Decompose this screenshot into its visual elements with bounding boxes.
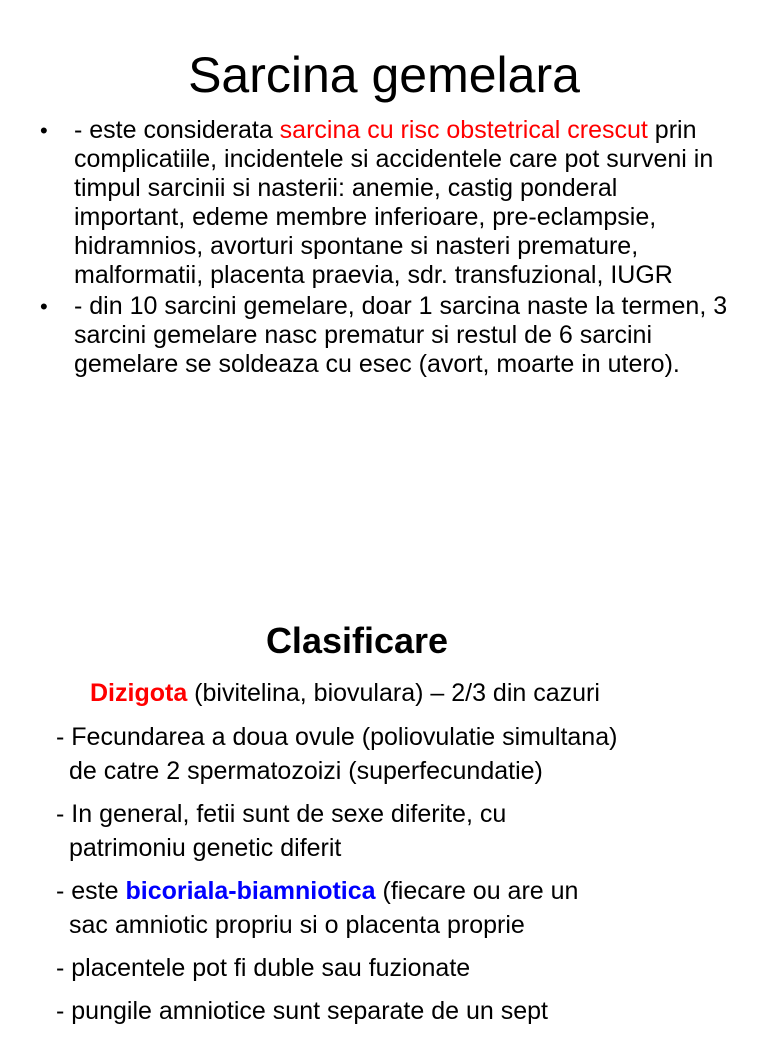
list-item — [56, 874, 746, 942]
bullet-item-statistics — [40, 292, 730, 379]
bullet-text-post: prin complicatiile, incidentele si accidentele care pot surveni in timpul sarcinii si nasterii: anemie, castig ponderal important, edeme membre inferioare, pre-eclampsie, hidramnios, avorturi spontane si nasteri premature, malformatii, placenta praevia, sdr. transfuzional, IUGR — [74, 116, 714, 289]
item-line: - placentele pot fi duble sau fuzionate — [56, 954, 471, 982]
list-item — [56, 720, 746, 788]
risk-highlight: sarcina cu risc obstetrical crescut — [279, 116, 648, 144]
item-text-post: (fiecare ou are un — [375, 877, 579, 905]
item-line-continued: de catre 2 spermatozoizi (superfecundatie) — [69, 757, 543, 785]
bullet-item-risk — [40, 116, 730, 290]
slide-title: Sarcina gemelara — [188, 47, 580, 103]
bullet-icon: • — [40, 294, 48, 319]
bullet-text-pre: - este considerata — [74, 116, 280, 144]
classification-lead — [90, 676, 600, 710]
bullet-list — [40, 116, 730, 381]
bicoriala-highlight: bicoriala-biamniotica — [125, 877, 376, 905]
list-item — [56, 994, 746, 1028]
item-line-continued: sac amniotic propriu si o placenta proprie — [69, 911, 525, 939]
bullet-text: - din 10 sarcini gemelare, doar 1 sarcina naste la termen, 3 sarcini gemelare nasc prematur si restul de 6 sarcini gemelare se soldeaza cu esec (avort, moarte in utero). — [74, 292, 728, 378]
item-line: - pungile amniotice sunt separate de un sept — [56, 997, 548, 1025]
item-line: - Fecundarea a doua ovule (poliovulatie simultana) — [56, 723, 618, 751]
item-text-pre: - este — [56, 877, 126, 905]
list-item — [56, 797, 746, 865]
section-title: Clasificare — [265, 620, 449, 661]
item-line-continued: patrimoniu genetic diferit — [69, 834, 342, 862]
list-item — [56, 951, 746, 985]
dizigota-label: Dizigota — [90, 679, 188, 707]
bullet-icon: • — [40, 118, 48, 143]
lead-text: (bivitelina, biovulara) – 2/3 din cazuri — [187, 679, 600, 707]
classification-list — [56, 720, 746, 1037]
item-line: - In general, fetii sunt de sexe diferite, cu — [56, 800, 507, 828]
